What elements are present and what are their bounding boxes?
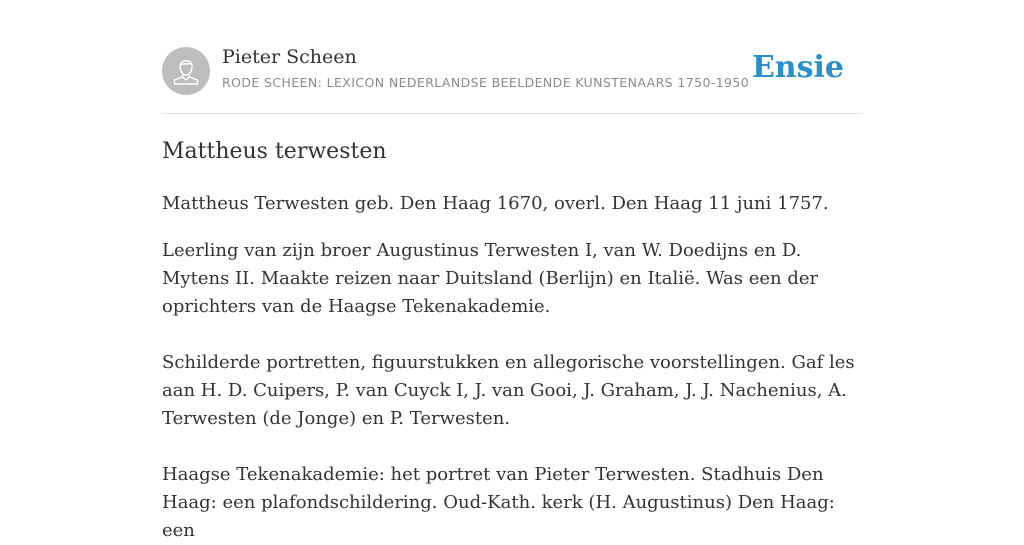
author-avatar[interactable] — [162, 47, 210, 95]
article-header — [162, 46, 862, 114]
paragraph-spacer — [162, 433, 862, 461]
author-name[interactable]: Pieter Scheen — [222, 46, 357, 68]
article-title: Mattheus terwesten — [162, 139, 387, 164]
article-paragraph-works: Schilderde portretten, figuurstukken en allegorische voorstellingen. Gaf les aan H. D. Cuipers, P. van Cuyck I, J. van Gooi, J. Graham, J. J. Nachenius, A. Terwesten (de Jonge) en P. Terwesten. — [162, 352, 855, 429]
paragraph-spacer — [162, 321, 862, 349]
article-body — [162, 138, 862, 545]
article-paragraph-collections: Haagse Tekenakademie: het portret van Pieter Terwesten. Stadhuis Den Haag: een plafondschildering. Oud-Kath. kerk (H. Augustinus) Den Haag: een — [162, 464, 835, 541]
user-silhouette-icon — [162, 47, 210, 95]
source-publication: RODE SCHEEN: LEXICON NEDERLANDSE BEELDENDE KUNSTENAARS 1750-1950 — [222, 75, 750, 90]
article-paragraph-education: Leerling van zijn broer Augustinus Terwesten I, van W. Doedijns en D. Mytens II. Maakte reizen naar Duitsland (Berlijn) en Italië. Was een der oprichters van de Haagse Tekenakademie. — [162, 240, 819, 317]
ensie-logo-link[interactable]: Ensie — [751, 50, 844, 85]
article-summary: Mattheus Terwesten geb. Den Haag 1670, overl. Den Haag 11 juni 1757. — [162, 193, 829, 214]
